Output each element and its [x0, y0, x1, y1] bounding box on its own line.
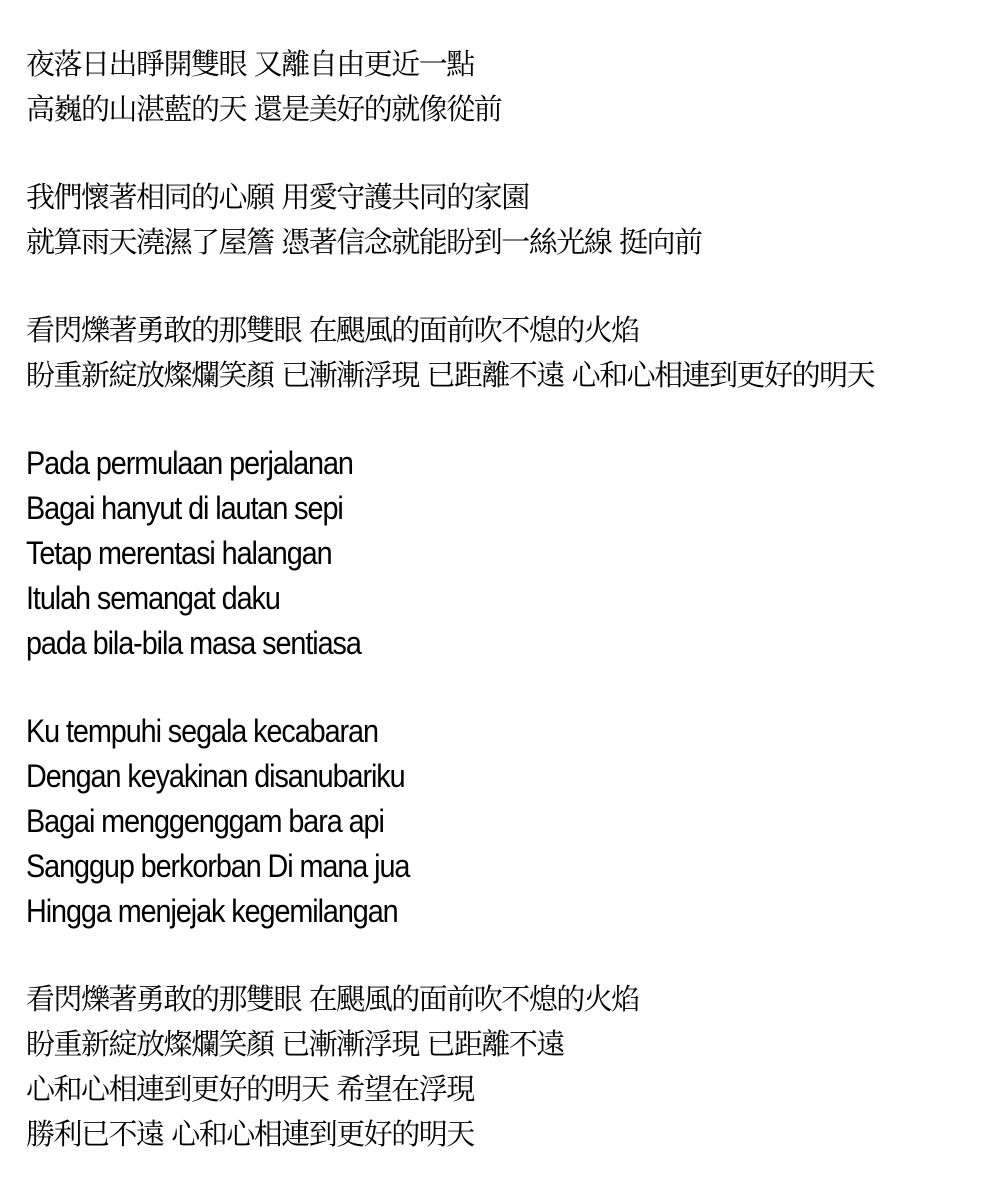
stanza-1 — [26, 42, 986, 132]
lyric-line: Bagai menggenggam bara api — [26, 803, 384, 839]
lyric-line: 夜落日出睜開雙眼 又離自由更近一點 — [26, 47, 474, 81]
lyric-line: 勝利已不遠 心和心相連到更好的明天 — [26, 1117, 474, 1151]
lyric-line: Sanggup berkorban Di mana jua — [26, 848, 410, 884]
lyrics-document — [26, 42, 986, 1200]
lyric-line: Itulah semangat daku — [26, 580, 280, 616]
lyric-line: Pada permulaan perjalanan — [26, 445, 353, 481]
lyric-line: 心和心相連到更好的明天 希望在浮現 — [26, 1072, 474, 1106]
lyric-line: Dengan keyakinan disanubariku — [26, 758, 405, 794]
stanza-5 — [26, 709, 986, 934]
lyric-line: 我們懷著相同的心願 用愛守護共同的家園 — [26, 180, 529, 214]
lyric-line: pada bila-bila masa sentiasa — [26, 625, 361, 661]
lyric-line: 盼重新綻放燦爛笑顏 已漸漸浮現 已距離不遠 心和心相連到更好的明天 — [26, 358, 875, 392]
lyric-line: Ku tempuhi segala kecabaran — [26, 713, 378, 749]
stanza-6 — [26, 977, 986, 1157]
lyric-line: Tetap merentasi halangan — [26, 535, 332, 571]
stanza-3 — [26, 308, 986, 398]
lyric-line: 看閃爍著勇敢的那雙眼 在颶風的面前吹不熄的火焰 — [26, 313, 639, 347]
lyric-line: 就算雨天澆濕了屋簷 憑著信念就能盼到一絲光線 挺向前 — [26, 225, 702, 259]
stanza-4 — [26, 441, 986, 666]
lyric-line: Hingga menjejak kegemilangan — [26, 893, 398, 929]
lyric-line: 高巍的山湛藍的天 還是美好的就像從前 — [26, 92, 502, 126]
lyric-line: 看閃爍著勇敢的那雙眼 在颶風的面前吹不熄的火焰 — [26, 982, 639, 1016]
lyric-line: Bagai hanyut di lautan sepi — [26, 490, 343, 526]
lyric-line: 盼重新綻放燦爛笑顏 已漸漸浮現 已距離不遠 — [26, 1027, 564, 1061]
stanza-2 — [26, 175, 986, 265]
